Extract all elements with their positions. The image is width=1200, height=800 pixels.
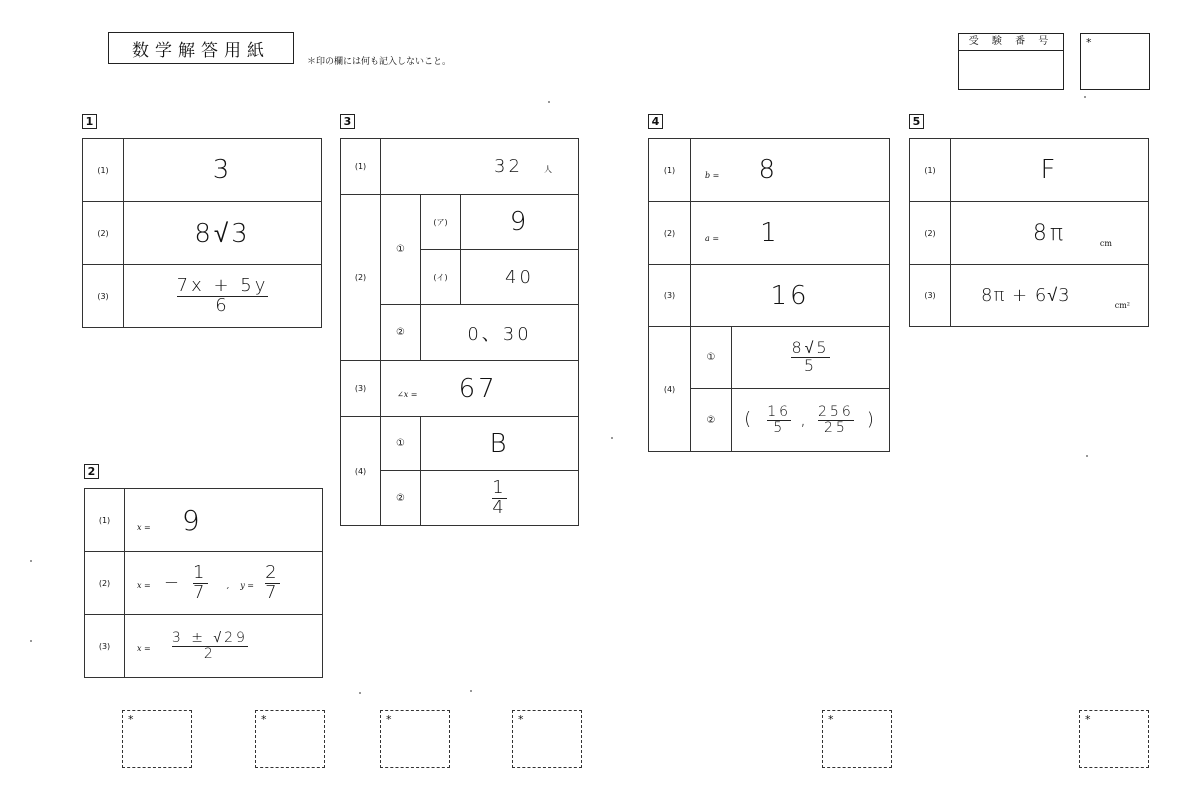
q4-1-value: 8 [758,155,779,185]
q3-2-i-answer[interactable]: 40 [461,250,579,305]
q3-row-4a [341,417,579,471]
q4-4-2-answer[interactable] [732,389,890,452]
q4-row-label: (1) [649,139,691,202]
score-box-5 [822,710,892,768]
question-2-number: 2 [84,464,99,479]
star-mark: * [828,713,834,726]
question-1-table [82,138,322,328]
q3-row-label: (2) [341,195,381,361]
answer-prefix: x = [137,522,151,532]
q1-row-1 [83,139,322,202]
q3-4-2-answer[interactable] [421,471,579,526]
q1-row-2 [83,202,322,265]
q3-4-2-fraction [492,476,507,518]
question-1-number: 1 [82,114,97,129]
fraction-denominator: 4 [492,496,507,518]
sub-label: ② [691,389,732,452]
q1-row-3 [83,265,322,328]
q3-row-label: (4) [341,417,381,526]
star-mark: * [386,713,392,726]
q4-4-1-fraction [791,340,829,375]
sub-label: (ア) [421,195,461,250]
sub-label: ① [381,195,421,305]
star-mark: * [128,713,134,726]
answer-prefix: b = [705,171,720,180]
q2-row-1 [85,489,323,552]
q2-1-value: 9 [181,503,203,537]
q3-4-1-answer[interactable]: B [421,417,579,471]
q4-4-1-answer[interactable] [732,327,890,389]
q1-3-fraction [176,274,269,316]
q4-row-4a [649,327,890,389]
q1-2-answer[interactable]: 8√3 [124,202,322,265]
x-fraction [193,561,208,603]
q2-2-answer[interactable] [125,552,323,615]
coordinate-x-fraction [767,405,791,435]
question-4-number: 4 [648,114,663,129]
q1-row-label: (3) [83,265,124,328]
score-total-box [1080,33,1150,90]
unit-label: 人 [544,165,553,174]
q3-row-label: (1) [341,139,381,195]
q2-row-label: (1) [85,489,125,552]
sub-label: ② [381,471,421,526]
q1-3-answer[interactable] [124,265,322,328]
q4-row-label: (2) [649,202,691,265]
fraction-numerator: 8√5 [791,338,830,358]
q2-1-answer[interactable] [125,489,323,552]
q3-3-answer[interactable] [381,361,579,417]
q1-row-label: (1) [83,139,124,202]
fraction-numerator: 2 [265,561,280,583]
q3-3-value: 67 [458,373,498,404]
q4-row-label: (4) [649,327,691,452]
score-box-1 [122,710,192,768]
q3-2-a-answer[interactable]: 9 [461,195,579,250]
answer-prefix: x = [137,643,151,653]
q5-row-2 [910,202,1149,265]
question-3-number: 3 [340,114,355,129]
q4-row-label: (3) [649,265,691,327]
instruction-note: ＊印の欄には何も記入しないこと。 [307,57,452,67]
q2-3-fraction [172,631,248,661]
fraction-denominator: 7 [265,581,280,603]
fraction-numerator: 256 [818,403,854,420]
scan-speck [611,437,613,439]
fraction-denominator: 6 [215,294,230,316]
q5-1-answer[interactable]: F [951,139,1149,202]
q4-row-1 [649,139,890,202]
star-mark: * [1085,713,1091,726]
y-fraction [265,561,280,603]
answer-prefix-x: x = [137,580,151,590]
q4-row-2 [649,202,890,265]
answer-prefix-y: y = [240,580,254,590]
scan-speck [470,690,472,692]
scan-speck [1084,96,1086,98]
answer-prefix: a = [705,234,720,243]
unit-label: cm² [1114,301,1130,310]
score-box-3 [380,710,450,768]
q4-2-answer[interactable] [691,202,890,265]
score-box-4 [512,710,582,768]
scan-speck [30,640,32,642]
q4-row-3 [649,265,890,327]
coordinate-y-fraction [818,405,854,435]
q2-row-2 [85,552,323,615]
q2-row-label: (2) [85,552,125,615]
separator: , [226,580,230,590]
q3-row-1 [341,139,579,195]
fraction-denominator: 25 [823,419,848,436]
sub-label: ① [691,327,732,389]
scan-speck [1086,455,1088,457]
q4-2-value: 1 [760,218,780,248]
q2-row-3 [85,615,323,678]
answer-prefix: ∠x = [397,389,418,399]
fraction-numerator: 1 [193,561,208,583]
q5-row-label: (2) [910,202,951,265]
q5-row-label: (1) [910,139,951,202]
question-5-number: 5 [909,114,924,129]
question-3-table [340,138,579,526]
fraction-numerator: 1 [492,476,507,498]
q1-1-answer[interactable]: 3 [124,139,322,202]
q3-1-answer[interactable] [381,139,579,195]
q5-3-value: 8π + 6√3 [981,285,1071,306]
fraction-denominator: 7 [193,581,208,603]
sub-label: ① [381,417,421,471]
star-mark: * [1086,36,1092,49]
q4-3-answer[interactable]: 16 [691,265,890,327]
score-box-6 [1079,710,1149,768]
comma: , [800,408,809,430]
paren-close: ) [866,408,877,430]
scan-speck [30,560,32,562]
question-2-table [84,488,323,678]
fraction-denominator: 5 [773,419,786,436]
q2-row-label: (3) [85,615,125,678]
q3-row-3 [341,361,579,417]
q3-2-2-answer[interactable]: 0、30 [421,305,579,361]
answer-sheet-title: 数学解答用紙 [108,32,294,64]
star-mark: * [518,713,524,726]
q3-row-label: (3) [341,361,381,417]
exam-number-box[interactable] [958,33,1064,90]
q2-3-answer[interactable] [125,615,323,678]
sub-label: ② [381,305,421,361]
scan-speck [359,692,361,694]
fraction-numerator: 3 ± √29 [171,629,248,646]
q5-row-3 [910,265,1149,327]
q5-2-answer[interactable] [951,202,1149,265]
q5-2-value: 8π [1032,220,1067,246]
fraction-numerator: 7x + 5y [176,274,269,296]
unit-label: cm [1099,239,1112,248]
scan-speck [548,101,550,103]
question-4-table [648,138,890,452]
exam-number-label: 受 験 番 号 [959,34,1063,51]
q4-1-answer[interactable] [691,139,890,202]
star-mark: * [261,713,267,726]
minus-sign: − [163,571,182,593]
q1-row-label: (2) [83,202,124,265]
sub-label: (イ) [421,250,461,305]
fraction-denominator: 5 [803,356,818,375]
question-5-table [909,138,1149,327]
fraction-denominator: 2 [203,645,216,662]
q5-row-label: (3) [910,265,951,327]
score-box-2 [255,710,325,768]
fraction-numerator: 16 [767,403,792,420]
q5-3-answer[interactable] [951,265,1149,327]
paren-open: ( [744,408,755,430]
q3-1-value: 32 [494,156,523,177]
q3-row-2a [341,195,579,250]
q5-row-1 [910,139,1149,202]
